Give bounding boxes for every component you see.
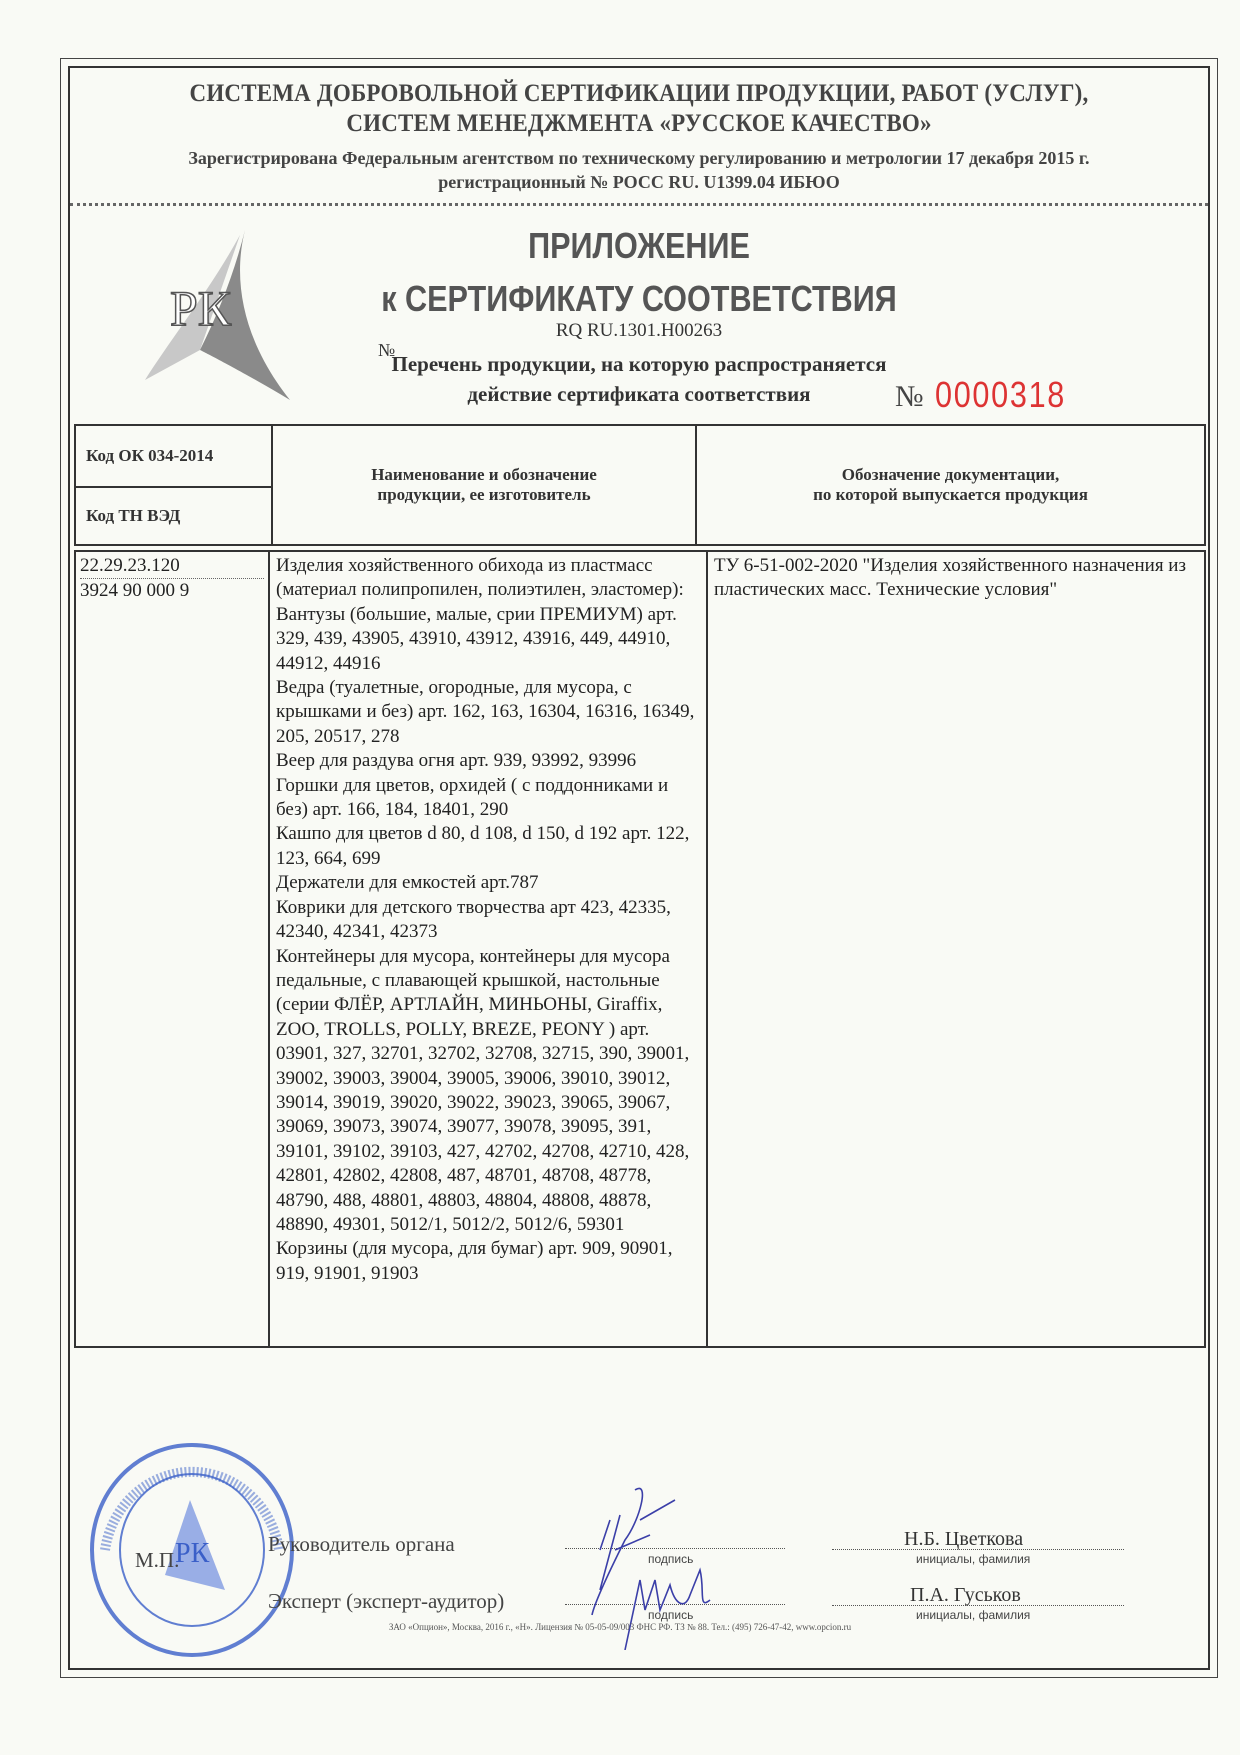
head-name-caption: инициалы, фамилия (916, 1552, 1031, 1566)
registration-line1: Зарегистрирована Федеральным агентством по техническому регулированию и метрологии 17 декабря 2015 г. (188, 148, 1090, 168)
stamp-place-label: М.П. (135, 1548, 180, 1572)
code-ok: 22.29.23.120 (80, 554, 264, 579)
head-label: Руководитель органа (268, 1532, 455, 1556)
table-header (74, 424, 1206, 546)
list-title-line1: Перечень продукции, на которую распространяется (391, 352, 887, 376)
printer-footer: ЗАО «Опцион», Москва, 2016 г., «Н». Лицензия № 05-05-09/003 ФНС РФ. ТЗ № 88. Тел.: (495) 726-47-42, www.opcion.ru (388, 1622, 852, 1632)
products-table (74, 550, 1206, 1348)
product-item: Ведра (туалетные, огородные, для мусора, с крышками и без) арт. 162, 163, 16304, 16316, 16349, 205, 20517, 278 (276, 677, 695, 747)
form-number: 0000318 (935, 374, 1067, 415)
table-row (75, 551, 1205, 1347)
product-item: Корзины (для мусора, для бумаг) арт. 909, 90901, 919, 91901, 91903 (276, 1238, 673, 1284)
logo-text: РК (170, 280, 232, 336)
product-item: Держатели для емкостей арт.787 (276, 872, 539, 894)
header-doc-line2: по которой выпускается продукция (813, 485, 1088, 504)
documentation-cell: ТУ 6-51-002-2020 "Изделия хозяйственного назначения из пластических масс. Технические условия" (707, 551, 1205, 1347)
expert-label: Эксперт (эксперт-аудитор) (268, 1589, 505, 1613)
header-code-ok: Код ОК 034-2014 (75, 425, 272, 487)
header-product-line1: Наименование и обозначение (371, 465, 597, 484)
product-item: Контейнеры для мусора, контейнеры для мусора педальные, с плавающей крышкой, настольные (серии ФЛЁР, АРТЛАЙН, МИНЬОНЫ, Giraffix, ZOO, TROLLS, POLLY, BREZE, PEONY ) арт. 03901, 327, 32701, 32702, 32708, 32715, 390, 39001, 39002, 39003, 39004, 39005, 39006, 39010, 39012, 39014, 39019, 39020, 39022, 39023, 39065, 39067, 39069, 39073, 39074, 39077, 39078, 39095, 391, 39101, 39102, 39103, 427, 42702, 42708, 42710, 428, 42801, 42802, 42808, 487, 48701, 48708, 48778, 48790, 488, 48801, 48803, 48804, 48808, 48878, 48890, 49301, 5012/1, 5012/2, 5012/6, 59301 (276, 945, 690, 1235)
svg-text:РК: РК (175, 1538, 210, 1569)
expert-name: П.А. Гуськов (910, 1584, 1021, 1606)
system-title-line2: СИСТЕМ МЕНЕДЖМЕНТА «РУССКОЕ КАЧЕСТВО» (346, 110, 932, 137)
product-item: Веер для раздува огня арт. 939, 93992, 93996 (276, 750, 637, 772)
product-item: Изделия хозяйственного обихода из пластмасс (материал полипропилен, полиэтилен, эластомер): Вантузы (большие, малые, срии ПРЕМИУМ) арт. 329, 439, 43905, 43910, 43912, 43916, 449, 44910, 44912, 44916 (276, 555, 684, 674)
list-title-line2: действие сертификата соответствия (467, 382, 811, 406)
number-sign: № (378, 340, 396, 360)
header-divider (70, 203, 1208, 206)
expert-name-caption: инициалы, фамилия (916, 1608, 1031, 1622)
product-item: Коврики для детского творчества арт 423, 42335, 42340, 42341, 42373 (276, 896, 671, 943)
header-documentation (696, 425, 1205, 545)
products-cell (269, 551, 707, 1347)
header-code-tnved: Код ТН ВЭД (75, 487, 272, 545)
header-product (272, 425, 696, 545)
header-doc-line1: Обозначение документации, (841, 465, 1060, 484)
header-product-line2: продукции, ее изготовитель (377, 485, 591, 504)
product-item: Горшки для цветов, орхидей ( с поддонниками и без) арт. 166, 184, 18401, 290 (276, 774, 669, 821)
appendix-title: ПРИЛОЖЕНИЕ (528, 225, 750, 266)
certificate-number: RQ RU.1301.H00263 (555, 320, 723, 341)
head-signature-caption: подпись (648, 1552, 694, 1566)
expert-signature-caption: подпись (648, 1608, 694, 1622)
certificate-title: к СЕРТИФИКАТУ СООТВЕТСТВИЯ (381, 278, 897, 319)
head-name: Н.Б. Цветкова (904, 1528, 1024, 1550)
form-number-label: № (895, 380, 924, 413)
product-item: Кашпо для цветов d 80, d 108, d 150, d 192 арт. 122, 123, 664, 699 (276, 823, 690, 869)
code-tnved: 3924 90 000 9 (80, 580, 190, 602)
registration-line2: регистрационный № РОСС RU. U1399.04 ИБЮО (438, 172, 840, 192)
system-title-line1: СИСТЕМА ДОБРОВОЛЬНОЙ СЕРТИФИКАЦИИ ПРОДУКЦИИ, РАБОТ (УСЛУГ), (189, 80, 1089, 107)
